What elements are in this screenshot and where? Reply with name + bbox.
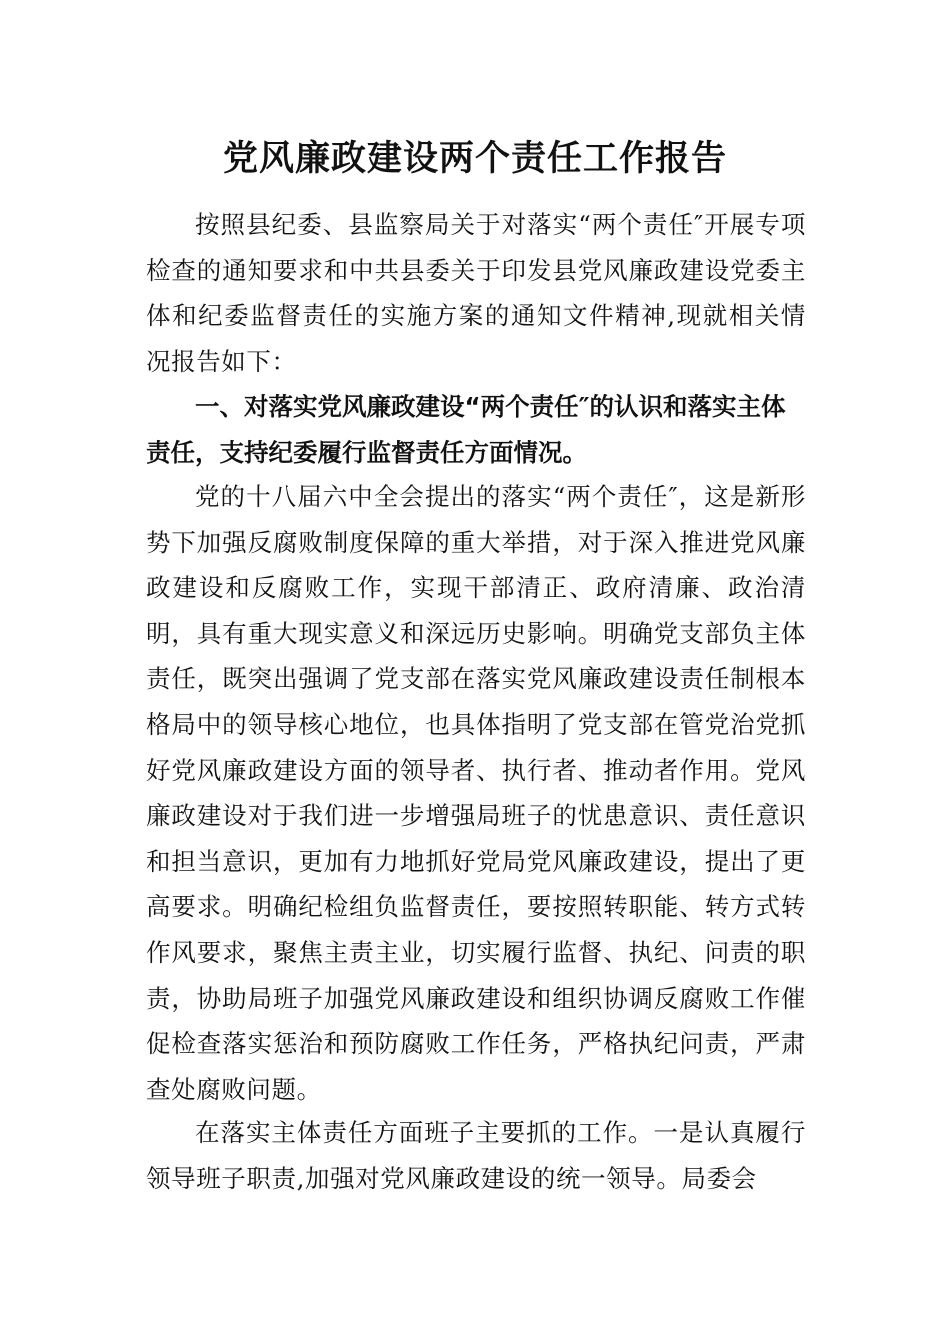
body-paragraph-understanding: 党的十八届六中全会提出的落实“两个责任″，这是新形势下加强反腐败制度保障的重大举措，对于深入推进党风廉政建设和反腐败工作，实现干部清正、政府清廉、政治清明，具有重大现实意义和深远历史影响。明确党支部负主体责任，既突出强调了党支部在落实党风廉政建设责任制根本格局中的领导核心地位，也具体指明了党支部在管党治党抓好党风廉政建设方面的领导者、执行者、推动者作用。党风廉政建设对于我们进一步增强局班子的忧患意识、责任意识和担当意识，更加有力地抓好党局党风廉政建设，提出了更高要求。明确纪检组负监督责任，要按照转职能、转方式转作风要求，聚焦主责主业，切实履行监督、执纪、问责的职责，协助局班子加强党风廉政建设和组织协调反腐败工作催促检查落实惩治和预防腐败工作任务，严格执纪问责，严肃查处腐败问题。: [146, 482, 806, 1104]
document-title: 党风廉政建设两个责任工作报告: [222, 138, 727, 179]
intro-paragraph: 按照县纪委、县监察局关于对落实“两个责任″开展专项检查的通知要求和中共县委关于印发县党风廉政建设党委主体和纪委监督责任的实施方案的通知文件精神,现就相关情况报告如下：: [146, 210, 806, 376]
section-heading-1: 一、对落实党风廉政建设“两个责任″的认识和落实主体责任，支持纪委履行监督责任方面情况。: [146, 392, 786, 467]
body-paragraph-main-responsibility: 在落实主体责任方面班子主要抓的工作。一是认真履行领导班子职责,加强对党风廉政建设的统一领导。局委会: [146, 1118, 806, 1193]
